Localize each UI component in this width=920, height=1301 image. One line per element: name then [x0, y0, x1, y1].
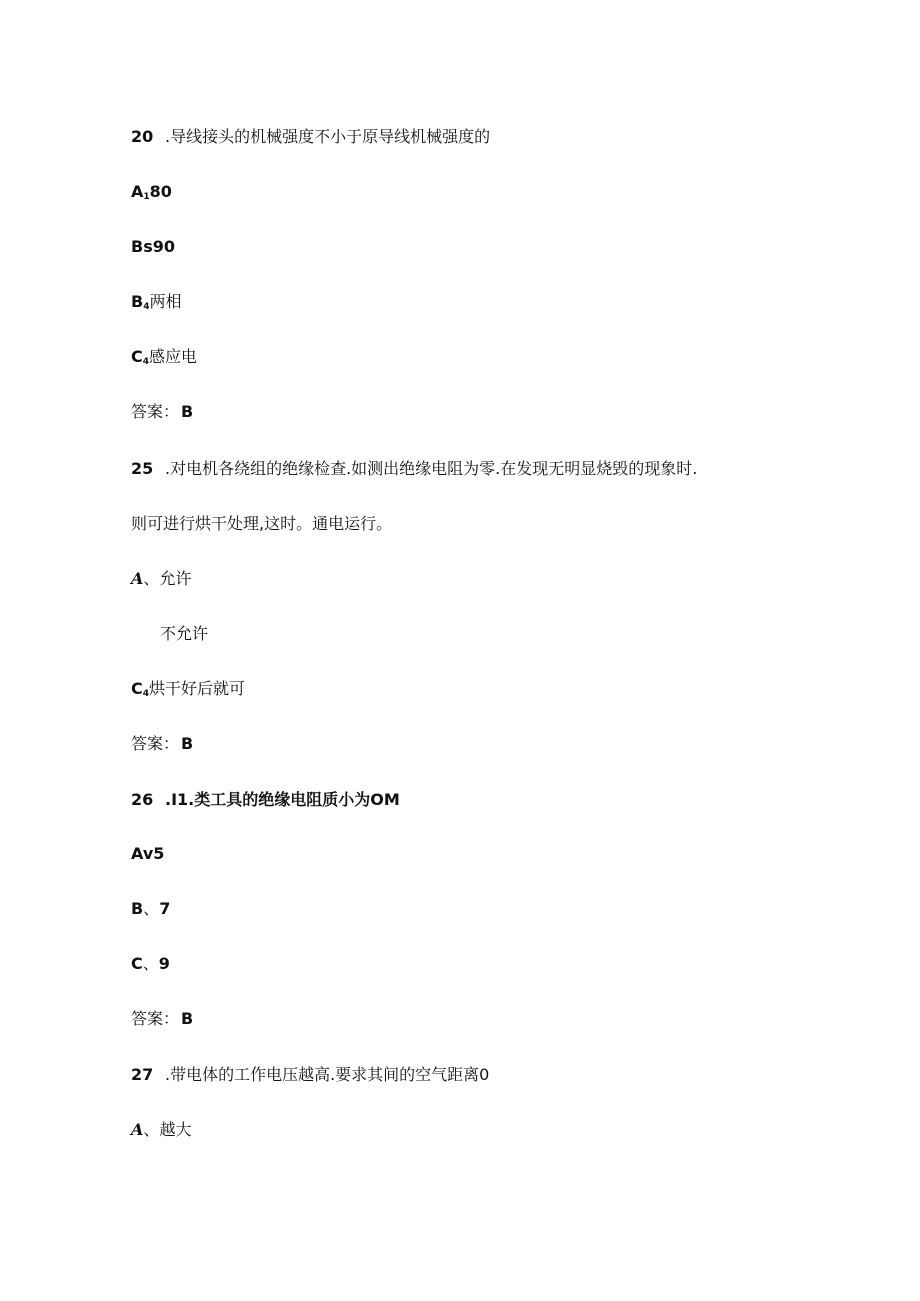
option-a: A、越大: [131, 1120, 192, 1139]
option-a: Av5: [131, 844, 165, 863]
option-b: B、7: [131, 899, 171, 918]
question-text: .对电机各绕组的绝缘检查.如测出绝缘电阻为零.在发现无明显烧毁的现象时.: [165, 459, 698, 478]
option-b: Bs90: [131, 237, 175, 256]
question-number: 27: [131, 1065, 154, 1084]
answer-value: B: [181, 1009, 194, 1028]
question-number: 20: [131, 127, 154, 146]
answer-line: [131, 1009, 193, 1029]
question-text: .带电体的工作电压越高.要求其间的空气距离0: [165, 1065, 490, 1084]
question-20: [131, 127, 490, 147]
answer-label: 答案：: [131, 1009, 180, 1028]
question-25: [131, 459, 697, 479]
option-c: $C_4$感应电: [131, 347, 198, 367]
question-26: [131, 790, 400, 810]
question-number: 25: [131, 459, 154, 478]
option-a: $A_180$: [131, 182, 172, 202]
question-25-continued: [131, 514, 392, 534]
option-b-alt: $B_4$两相: [131, 292, 182, 312]
option-c: C、9: [131, 954, 170, 973]
answer-label: 答案：: [131, 402, 180, 421]
option-b: 不允许: [160, 624, 209, 643]
answer-label: 答案：: [131, 734, 180, 753]
option-c: $C_4$烘干好后就可: [131, 679, 246, 699]
question-text-continued: 则可进行烘干处理,这时。通电运行。: [131, 514, 393, 533]
answer-line: [131, 734, 193, 754]
answer-line: [131, 402, 193, 422]
question-text: .I1.类工具的绝缘电阻质小为OM: [165, 790, 400, 809]
option-a: A、允许: [131, 569, 192, 588]
question-27: [131, 1065, 489, 1085]
answer-value: B: [181, 734, 194, 753]
question-number: 26: [131, 790, 154, 809]
question-text: .导线接头的机械强度不小于原导线机械强度的: [165, 127, 491, 146]
answer-value: B: [181, 402, 194, 421]
